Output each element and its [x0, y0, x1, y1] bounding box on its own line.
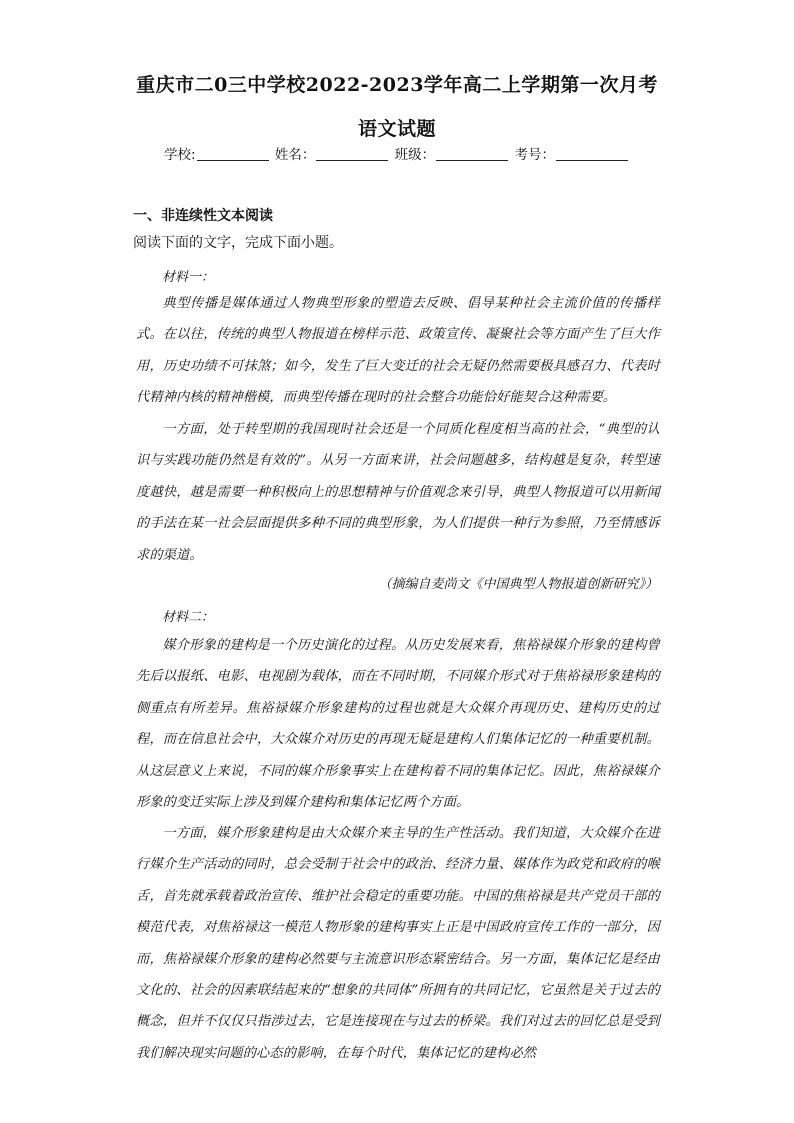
exam-number-label: 考号：: [514, 147, 555, 163]
name-label: 姓名：: [274, 147, 316, 163]
material1-paragraph-2: 一方面，处于转型期的我国现时社会还是一个同质化程度相当高的社会，“典型的认识与实践功能仍然是有效的”。从另一方面来讲，社会问题越多，结构越是复杂，转型速度越快，越是需要一种积极向上的思想精神与价值观念来引导，典型人物报道可以用新闻的手法在某一社会层面提供多种不同的典型形象，为人们提供一种行为参照，乃至情感诉求的渠道。: [136, 422, 660, 563]
material2-paragraph-2: 一方面，媒介形象建构是由大众媒介来主导的生产性活动。我们知道，大众媒介在进行媒介生产活动的同时，总会受制于社会中的政治、经济力量、媒体作为政党和政府的喉舌，首先就承载着政治宣传、维护社会稳定的重要功能。中国的焦裕禄是共产党员干部的模范代表，对焦裕禄这一模范人物形象的建构事实上正是中国政府宣传工作的一部分，因而，焦裕禄媒介形象的建构必然要与主流意识形态紧密结合。另一方面，集体记忆是经由文化的、社会的因素联结起来的“想象的共同体”所拥有的共同记忆，它虽然是关于过去的概念，但并不仅仅只指涉过去，它是连接现在与过去的桥梁。我们对过去的回忆总是受到我们解决现实问题的心态的影响，在每个时代，集体记忆的建构必然: [136, 826, 660, 1061]
school-label: 学校:: [164, 147, 196, 163]
student-info-line: [0, 143, 794, 163]
school-blank[interactable]: [197, 146, 269, 161]
class-blank[interactable]: [436, 146, 508, 161]
name-blank[interactable]: [316, 146, 388, 161]
exam-title: 重庆市二0三中学校2022-2023学年高二上学期第一次月考: [136, 74, 658, 96]
material1-paragraph-1: 典型传播是媒体通过人物典型形象的塑造去反映、倡导某种社会主流价值的传播样式。在以往，传统的典型人物报道在榜样示范、政策宣传、凝聚社会等方面产生了巨大作用，历史功绩不可抹煞；如今，发生了巨大变迁的社会无疑仍然需要极具感召力、代表时代精神内核的精神楷模，而典型传播在现时的社会整合功能恰好能契合这种需要。: [136, 296, 660, 406]
exam-number-blank[interactable]: [556, 146, 628, 161]
material2-label: 材料二：: [162, 610, 215, 625]
material1-source: （摘编自麦尚文《中国典型人物报道创新研究》）: [378, 577, 658, 592]
class-label: 班级：: [394, 147, 436, 163]
exam-subtitle: 语文试题: [357, 118, 436, 140]
section-instruction: 阅读下面的文字，完成下面小题。: [133, 235, 343, 251]
material1-label: 材料一：: [162, 270, 215, 285]
section-heading: 一、非连续性文本阅读: [133, 208, 273, 224]
material2-paragraph-1: 媒介形象的建构是一个历史演化的过程。从历史发展来看，焦裕禄媒介形象的建构曾先后以报纸、电影、电视剧为载体，而在不同时期，不同媒介形式对于焦裕禄形象建构的侧重点有所差异。焦裕禄媒介形象建构的过程也就是大众媒介再现历史、建构历史的过程，而在信息社会中，大众媒介对历史的再现无疑是建构人们集体记忆的一种重要机制。从这层意义上来说，不同的媒介形象事实上在建构着不同的集体记忆。因此，焦裕禄媒介形象的变迁实际上涉及到媒介建构和集体记忆两个方面。: [136, 638, 660, 811]
